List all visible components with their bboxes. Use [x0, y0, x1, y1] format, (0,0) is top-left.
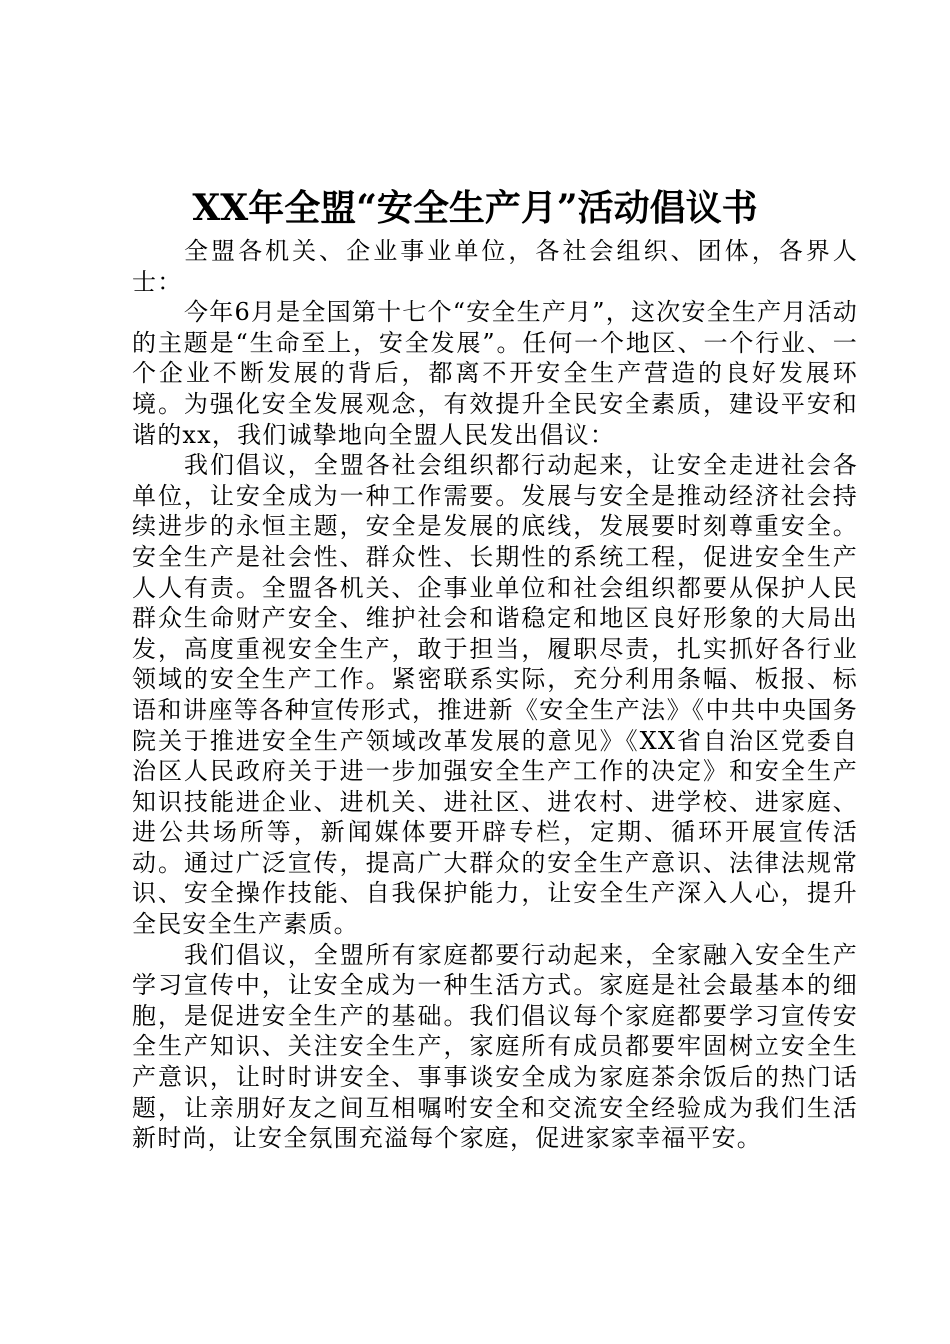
intro-paragraph: 今年6月是全国第十七个“安全生产月”，这次安全生产月活动的主题是“生命至上，安全发展”。任何一个地区、一个行业、一个企业不断发展的背后，都离不开安全生产营造的良好发展环境。为强化安全发展观念，有效提升全民安全素质，建设平安和谐的xx，我们诚挚地向全盟人民发出倡议：	[132, 298, 858, 449]
proposal-organizations-paragraph: 我们倡议，全盟各社会组织都行动起来，让安全走进社会各单位，让安全成为一种工作需要。发展与安全是推动经济社会持续进步的永恒主题，安全是发展的底线，发展要时刻尊重安全。安全生产是社会性、群众性、长期性的系统工程，促进安全生产人人有责。全盟各机关、企事业单位和社会组织都要从保护人民群众生命财产安全、维护社会和谐稳定和地区良好形象的大局出发，高度重视安全生产，敢于担当，履职尽责，扎实抓好各行业领域的安全生产工作。紧密联系实际，充分利用条幅、板报、标语和讲座等各种宣传形式，推进新《安全生产法》《中共中央国务院关于推进安全生产领域改革发展的意见》《XX省自治区党委自治区人民政府关于进一步加强安全生产工作的决定》和安全生产知识技能进企业、进机关、进社区、进农村、进学校、进家庭、进公共场所等，新闻媒体要开辟专栏，定期、循环开展宣传活动。通过广泛宣传，提高广大群众的安全生产意识、法律法规常识、安全操作技能、自我保护能力，让安全生产深入人心，提升全民安全生产素质。	[132, 451, 858, 939]
document-title: XX年全盟“安全生产月”活动倡议书	[192, 187, 758, 229]
proposal-families-paragraph: 我们倡议，全盟所有家庭都要行动起来，全家融入安全生产学习宣传中，让安全成为一种生活方式。家庭是社会最基本的细胞，是促进安全生产的基础。我们倡议每个家庭都要学习宣传安全生产知识、关注安全生产，家庭所有成员都要牢固树立安全生产意识，让时时讲安全、事事谈安全成为家庭茶余饭后的热门话题，让亲朋好友之间互相嘱咐安全和交流安全经验成为我们生活新时尚，让安全氛围充溢每个家庭，促进家家幸福平安。	[132, 940, 858, 1153]
salutation-paragraph: 全盟各机关、企业事业单位，各社会组织、团体，各界人士：	[132, 237, 858, 296]
document-body	[132, 236, 858, 1154]
